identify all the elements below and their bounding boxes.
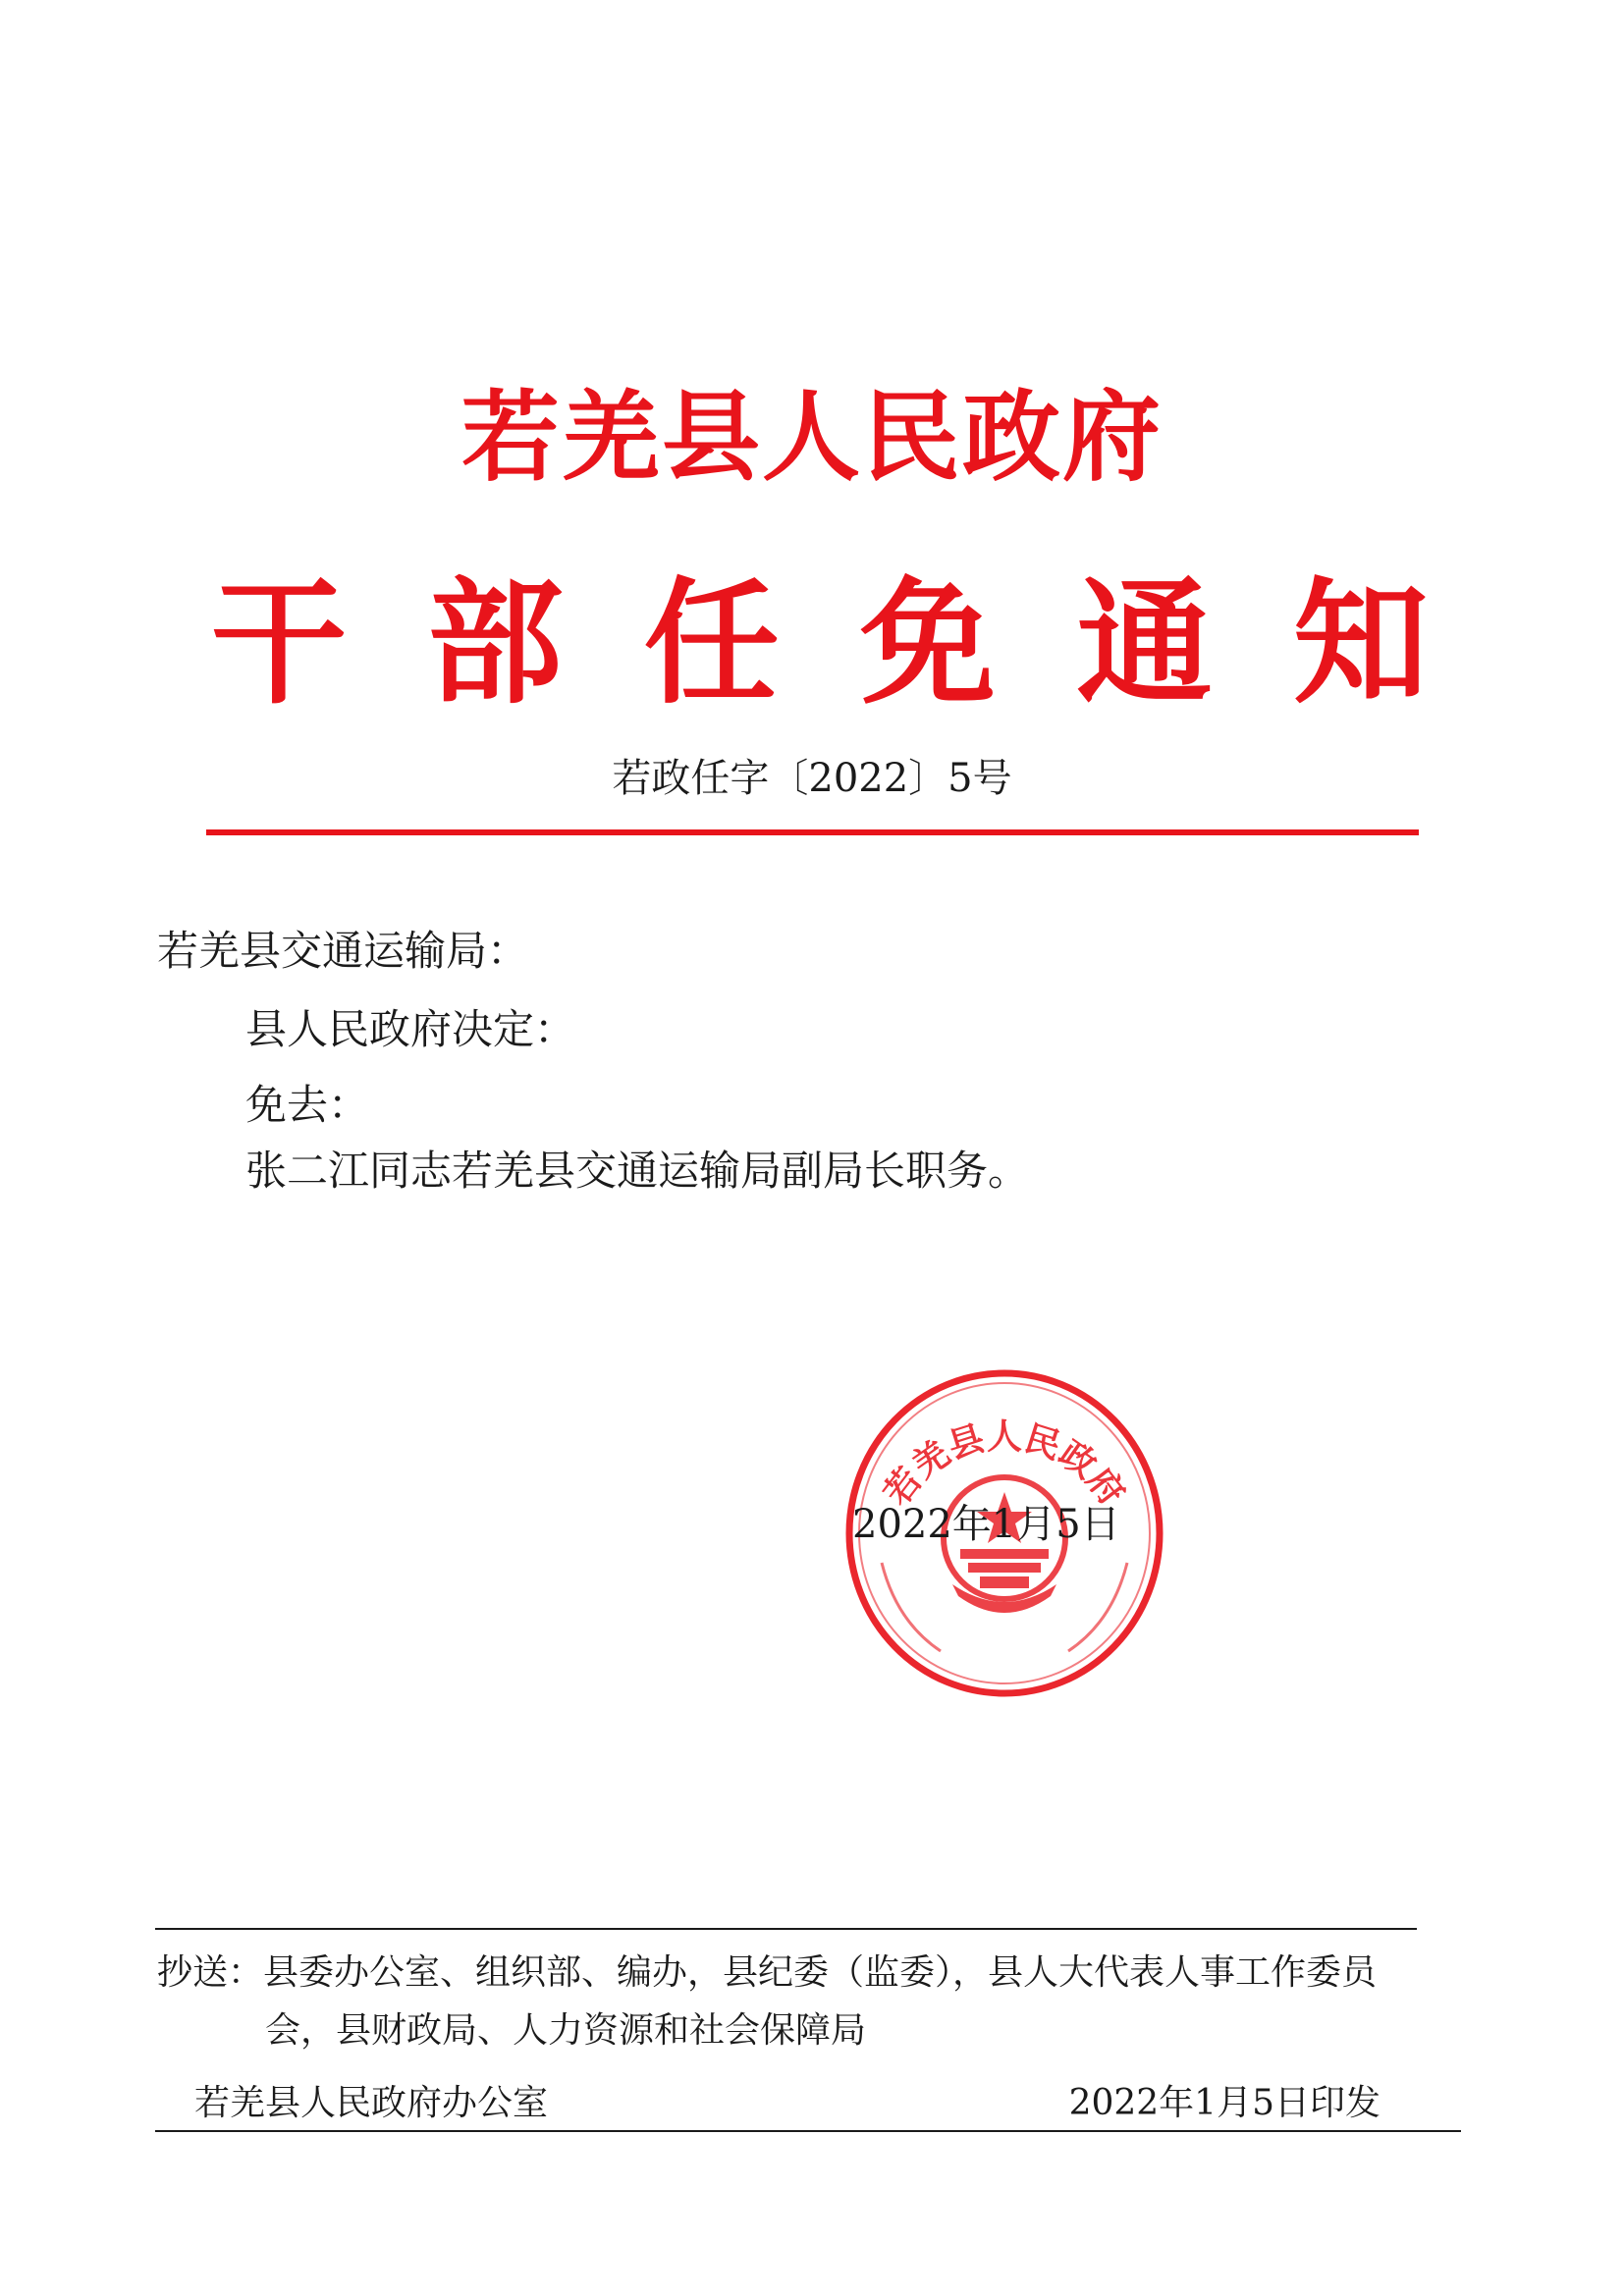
document-type-char: 任 xyxy=(643,562,780,722)
removal-detail: 张二江同志若羌县交通运输局副局长职务。 xyxy=(245,1147,1030,1195)
document-type-char: 知 xyxy=(1292,562,1429,722)
cc-distribution-line-1: 抄送：县委办公室、组织部、编办，县纪委（监委），县人大代表人事工作委员 xyxy=(157,1952,1378,1993)
cc-distribution-line-2: 会，县财政局、人力资源和社会保障局 xyxy=(265,2010,867,2051)
red-header-divider xyxy=(206,829,1419,835)
issue-date: 2022年1月5日印发 xyxy=(1068,2083,1380,2123)
footer-bottom-divider xyxy=(155,2130,1461,2132)
issuing-office: 若羌县人民政府办公室 xyxy=(194,2083,549,2123)
document-number: 若政任字〔2022〕5号 xyxy=(612,756,1012,801)
issuing-organization-title: 若羌县人民政府 xyxy=(461,379,1163,495)
addressee: 若羌县交通运输局： xyxy=(157,927,529,975)
document-type-char: 干 xyxy=(211,562,348,722)
removal-heading: 免去： xyxy=(245,1081,370,1129)
document-type-char: 通 xyxy=(1076,562,1213,722)
document-type-char: 免 xyxy=(860,562,997,722)
decision-line: 县人民政府决定： xyxy=(245,1005,576,1053)
signature-date: 2022年1月5日 xyxy=(852,1502,1120,1547)
svg-text:若羌县人民政府: 若羌县人民政府 xyxy=(876,1415,1133,1514)
document-type-title xyxy=(211,562,1429,722)
footer-top-divider xyxy=(155,1928,1417,1930)
document-type-char: 部 xyxy=(427,562,564,722)
